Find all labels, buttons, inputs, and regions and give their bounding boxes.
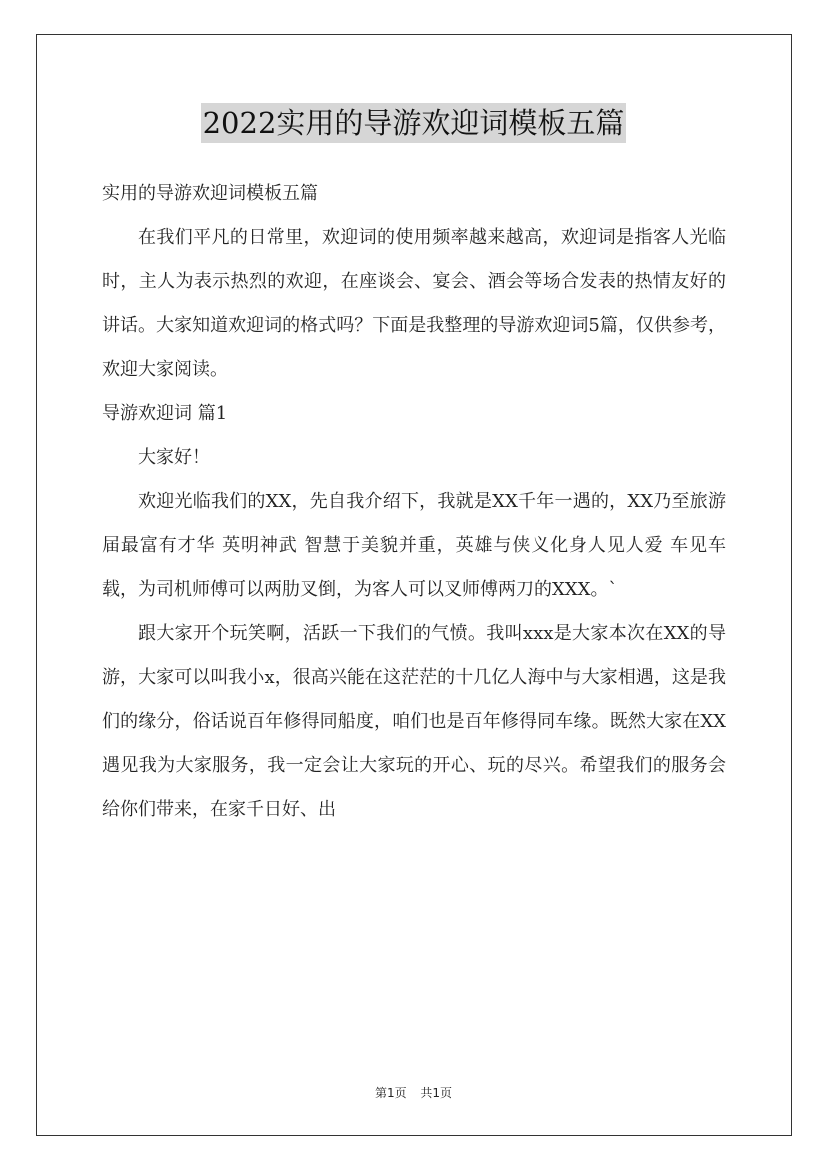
page-total: 共1页 [420,1086,453,1100]
page-number: 第1页 [374,1086,407,1100]
document-subtitle: 实用的导游欢迎词模板五篇 [102,183,318,204]
document-title [0,103,827,143]
intro-paragraph: 在我们平凡的日常里，欢迎词的使用频率越来越高，欢迎词是指客人光临时，主人为表示热烈的欢迎，在座谈会、宴会、酒会等场合发表的热情友好的讲话。大家知道欢迎词的格式吗？下面是我整理的导游欢迎词5篇，仅供参考，欢迎大家阅读。 [102,227,726,380]
body-paragraph: 欢迎光临我们的XX，先自我介绍下，我就是XX千年一遇的，XX乃至旅游届最富有才华 英明神武 智慧于美貌并重，英雄与侠义化身人见人爱 车见车载，为司机师傅可以两肋叉倒，为客人可以叉师傅两刀的XXX。` [102,491,726,600]
document-body [102,172,726,832]
body-paragraph: 跟大家开个玩笑啊，活跃一下我们的气愤。我叫xxx是大家本次在XX的导游，大家可以叫我小x，很高兴能在这茫茫的十几亿人海中与大家相遇，这是我们的缘分，俗话说百年修得同船度，咱们也是百年修得同车缘。既然大家在XX遇见我为大家服务，我一定会让大家玩的开心、玩的尽兴。希望我们的服务会给你们带来，在家千日好、出 [102,623,726,820]
greeting-paragraph: 大家好！ [138,447,210,468]
section-heading: 导游欢迎词 篇1 [102,403,228,424]
document-title-text: 2022实用的导游欢迎词模板五篇 [201,103,627,143]
page-footer [0,1084,827,1101]
